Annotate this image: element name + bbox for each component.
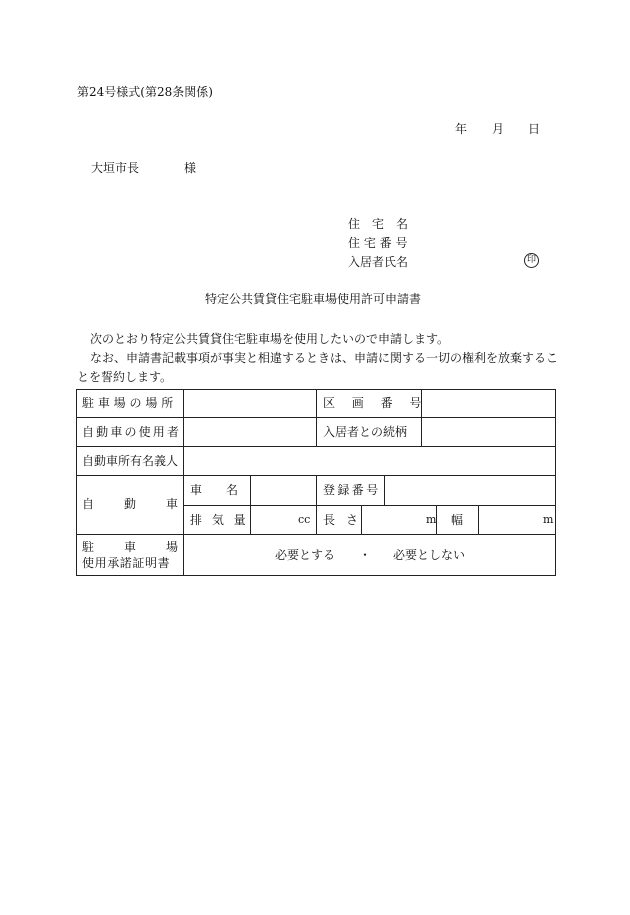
application-table (76, 389, 556, 576)
displacement-unit: cc (298, 513, 311, 526)
vehicle-name-label: 車 名 (190, 483, 239, 497)
section-number-label: 区画番号 (323, 396, 439, 410)
length-unit: m (426, 513, 437, 526)
relation-field[interactable] (422, 418, 555, 446)
option-separator: ・ (359, 548, 372, 562)
document-title: 特定公共賃貸住宅駐車場使用許可申請書 (205, 292, 422, 306)
displacement-field[interactable] (251, 506, 301, 534)
vehicle-user-field[interactable] (184, 418, 315, 446)
relation-label: 入居者との続柄 (323, 425, 408, 439)
vehicle-group-label: 自動車 (82, 497, 209, 511)
displacement-label: 排 気 量 (190, 513, 249, 527)
vehicle-owner-label: 自動車所有名義人 (82, 454, 179, 468)
resident-name-label: 入居者氏名 (348, 255, 409, 269)
vehicle-name-field[interactable] (251, 476, 315, 505)
vehicle-user-label: 自動車の使用者 (82, 425, 182, 439)
form-number: 第24号様式(第28条関係) (77, 85, 213, 99)
addressee-city: 大垣市長 (91, 161, 140, 175)
registration-number-label: 登録番号 (323, 483, 381, 497)
body-line-1: 次のとおり特定公共賃貸住宅駐車場を使用したいので申請します。 (90, 332, 450, 346)
vehicle-owner-field[interactable] (184, 447, 555, 475)
date-month-label: 月 (492, 122, 505, 136)
approval-label-line-1: 駐車場 (82, 540, 209, 554)
date-day-label: 日 (528, 122, 541, 136)
body-line-3: とを誓約します。 (77, 370, 173, 384)
seal-mark: 印 (524, 253, 539, 268)
registration-number-field[interactable] (385, 476, 555, 505)
length-field[interactable] (362, 506, 422, 534)
width-label: 幅 (451, 513, 464, 527)
width-field[interactable] (479, 506, 539, 534)
addressee-honorific: 様 (184, 161, 197, 175)
length-label: 長 さ (323, 513, 362, 527)
width-unit: m (543, 513, 554, 526)
housing-number-label: 住 宅 番 号 (348, 236, 408, 250)
housing-name-label: 住 宅 名 (348, 217, 409, 231)
option-not-required[interactable]: 必要としない (393, 548, 466, 562)
date-year-label: 年 (455, 122, 468, 136)
parking-location-label: 駐車場の場所 (82, 396, 178, 410)
option-required[interactable]: 必要とする (275, 548, 336, 562)
section-number-field[interactable] (422, 390, 555, 417)
parking-location-field[interactable] (184, 390, 315, 417)
approval-label-line-2: 使用承諾証明書 (82, 556, 171, 570)
body-line-2: なお、申請書記載事項が事実と相違するときは、申請に関する一切の権利を放棄するこ (90, 351, 559, 365)
